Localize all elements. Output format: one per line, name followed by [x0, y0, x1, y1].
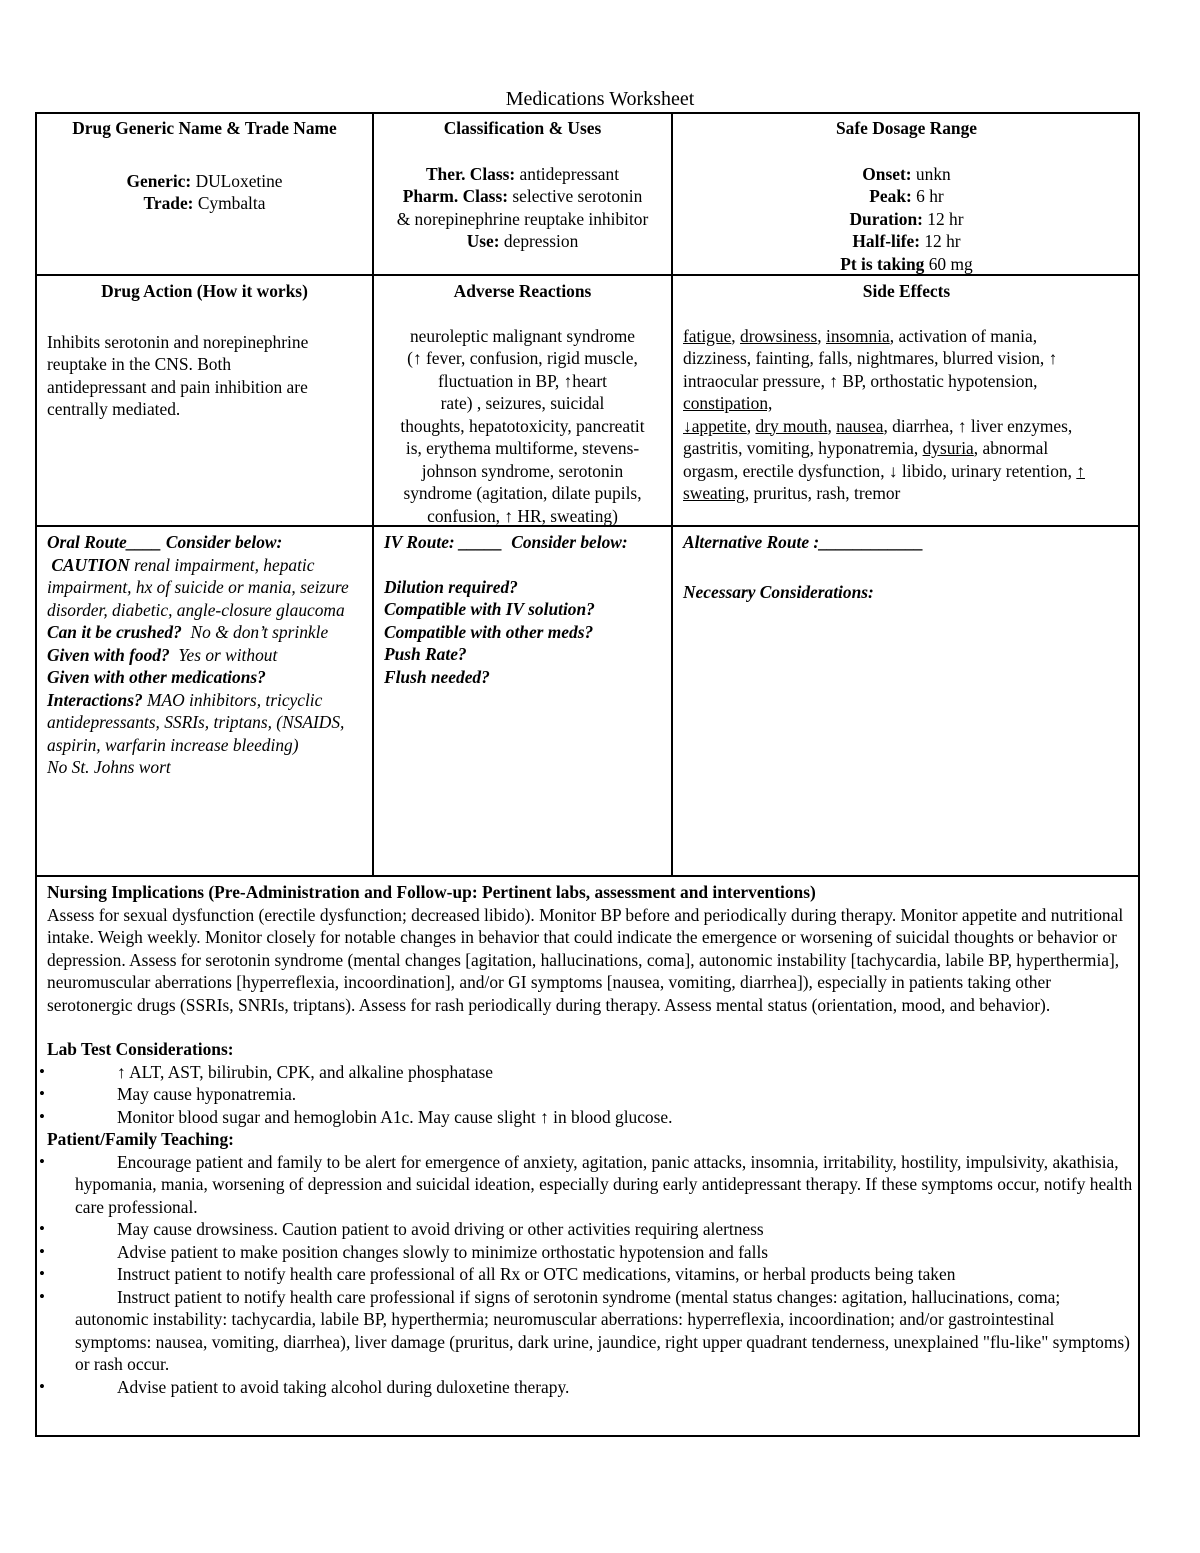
ther-class-value: antidepressant [519, 163, 620, 184]
necessary-considerations: Necessary Considerations: [683, 581, 874, 602]
oral-route-label: Oral Route [47, 532, 127, 552]
iv-dilution: Dilution required? [384, 576, 518, 597]
list-item: • Advise patient to avoid taking alcohol during duloxetine therapy. [39, 1376, 570, 1397]
dosage-header: Safe Dosage Range [835, 118, 978, 138]
list-item: • Instruct patient to notify health care professional of all Rx or OTC medications, vitamins, or herbal products being taken [39, 1264, 956, 1284]
pharm-class-value-cont: & norepinephrine reuptake inhibitor [396, 208, 649, 229]
trade-value: Cymbalta [197, 193, 266, 213]
iv-route-blank: _____ [459, 532, 503, 552]
drug-action-header: Drug Action (How it works) [101, 281, 308, 301]
generic-value: DULoxetine [195, 170, 283, 191]
classification-cell [374, 117, 671, 253]
drug-action-cell [37, 280, 372, 421]
duration-value: 12 hr [927, 208, 964, 229]
caution-label: CAUTION [51, 554, 130, 575]
nursing-implications-cell [39, 881, 1135, 1398]
pharm-class-value: selective serotonin [512, 186, 643, 206]
row-divider [37, 875, 1138, 877]
duration-label: Duration: [849, 208, 923, 229]
use-value: depression [503, 231, 579, 251]
trade-label: Trade: [143, 193, 194, 213]
nursing-header: Nursing Implications (Pre-Administration and Follow-up: Pertinent labs, assessment and interventions) [47, 882, 816, 902]
caution-text: renal impairment, hepatic impairment, hx of suicide or mania, seizure disorder, diabetic, angle-closure glaucoma [47, 554, 349, 620]
drug-action-line: centrally mediated. [47, 399, 181, 419]
oral-consider: Consider below: [165, 532, 283, 552]
pt-taking-value: 60 mg [928, 253, 973, 274]
dosage-cell [673, 117, 1140, 275]
adverse-line: neuroleptic malignant syndrome [409, 325, 636, 346]
side-effects-line: orgasm, erectile dysfunction, ↓ libido, urinary retention, ↑ [683, 460, 1085, 481]
adverse-line: fluctuation in BP, ↑heart [437, 370, 608, 391]
list-item: • Instruct patient to notify health care professional if signs of serotonin syndrome (mental status changes: agitation, hallucinations, coma; autonomic instability: tachycardia, labile BP, hyperthermia; neuromuscular aberrations: hyperreflexia, incoordination; and/or gastrointestinal symptoms: nausea, vomiting, diarrhea), liver damage (pruritus, dark urine, jaundice, right upper quadrant tenderness, unexplained "flu-like" symptoms) or rash occur. [39, 1286, 1130, 1374]
side-effects-line: sweating, pruritus, rash, tremor [683, 483, 901, 503]
interactions-value: MAO inhibitors, tricyclic antidepressants, SSRIs, triptans, (NSAIDS, aspirin, warfarin increase bleeding) [47, 689, 345, 755]
page-title: Medications Worksheet [505, 88, 695, 110]
teaching-header: Patient/Family Teaching: [47, 1129, 234, 1149]
side-effects-line: dizziness, fainting, falls, nightmares, blurred vision, ↑ [683, 348, 1058, 368]
iv-route-label: IV Route: [384, 532, 455, 552]
drug-action-line: reuptake in the CNS. Both [47, 354, 232, 374]
drug-action-line: Inhibits serotonin and norepinephrine [47, 331, 309, 352]
adverse-reactions-cell [374, 280, 671, 527]
side-effects-line: constipation, [683, 393, 773, 413]
drug-action-line: antidepressant and pain inhibition are [47, 376, 308, 397]
generic-trade-cell [37, 117, 372, 215]
pt-taking-label: Pt is taking [840, 253, 925, 274]
ther-class-label: Ther. Class: [425, 163, 516, 184]
iv-flush: Flush needed? [384, 666, 490, 687]
side-effects-header: Side Effects [862, 281, 951, 301]
adverse-line: johnson syndrome, serotonin [421, 460, 624, 481]
use-label: Use: [466, 231, 500, 251]
adverse-line: rate) , seizures, suicidal [440, 393, 605, 413]
iv-consider: Consider below: [511, 532, 628, 552]
side-effects-line: fatigue, drowsiness, insomnia, activation of mania, [683, 325, 1038, 346]
alt-route-label: Alternative Route : [683, 532, 820, 552]
adverse-line: syndrome (agitation, dilate pupils, [403, 483, 642, 503]
adverse-line: (↑ fever, confusion, rigid muscle, [407, 348, 638, 368]
adverse-line: thoughts, hepatotoxicity, pancreatit [400, 415, 645, 436]
teaching-list [39, 1151, 1135, 1399]
list-item: • Advise patient to make position changes slowly to minimize orthostatic hypotension and falls [39, 1241, 769, 1262]
list-item: • ↑ ALT, AST, bilirubin, CPK, and alkaline phosphatase [39, 1061, 493, 1082]
side-effects-line: gastritis, vomiting, hyponatremia, dysuria, abnormal [683, 438, 1049, 458]
other-meds-label: Given with other medications? [47, 667, 266, 687]
food-label: Given with food? [47, 644, 170, 665]
list-item: • Encourage patient and family to be alert for emergence of anxiety, agitation, panic attacks, insomnia, irritability, hostility, impulsivity, akathisia, hypomania, mania, worsening of depression and suicidal ideation, especially during early antidepressant therapy. If these symptoms occur, notify health care professional. [39, 1151, 1133, 1217]
adverse-reactions-header: Adverse Reactions [453, 281, 592, 301]
iv-route-cell [384, 531, 669, 688]
iv-compatible-solution: Compatible with IV solution? [384, 599, 595, 619]
peak-label: Peak: [869, 186, 912, 206]
halflife-value: 12 hr [924, 231, 961, 251]
oral-route-cell [47, 531, 370, 779]
adverse-line: confusion, ↑ HR, sweating) [427, 505, 618, 526]
interactions-label: Interactions? [47, 689, 143, 710]
side-effects-cell [673, 280, 1140, 505]
lab-list [39, 1061, 1135, 1129]
generic-label: Generic: [126, 170, 192, 191]
alt-route-blank: ____________ [819, 532, 924, 552]
peak-value: 6 hr [916, 186, 944, 206]
list-item: • May cause drowsiness. Caution patient to avoid driving or other activities requiring alertness [39, 1219, 764, 1239]
nursing-text: Assess for sexual dysfunction (erectile dysfunction; decreased libido). Monitor BP before and periodically during therapy. Monitor appetite and nutritional intake. Weigh weekly. Monitor closely for notable changes in behavior that could indicate the emergence or worsening of suicidal thoughts or behavior or depression. Assess for serotonin syndrome (mental changes [agitation, hallucinations, coma], autonomic instability [tachycardia, labile BP, hyperthermia], neuromuscular aberrations [hyperreflexia, incoordination], and/or GI symptoms [nausea, vomiting, diarrhea]), especially in patients taking other serotonergic drugs (SSRIs, SNRIs, triptans). Assess for rash periodically during therapy. Assess mental status (orientation, mood, and behavior). [47, 904, 1124, 1015]
lab-header: Lab Test Considerations: [47, 1039, 234, 1059]
halflife-label: Half-life: [852, 231, 920, 251]
onset-value: unkn [915, 163, 951, 184]
side-effects-line: ↓appetite, dry mouth, nausea, diarrhea, ↑ liver enzymes, [683, 415, 1073, 436]
side-effects-line: intraocular pressure, ↑ BP, orthostatic hypotension, [683, 370, 1038, 391]
crushed-value: No & don’t sprinkle [190, 622, 329, 642]
alternative-route-cell [683, 531, 1138, 603]
onset-label: Onset: [862, 163, 912, 184]
oral-route-blank: ____ [126, 532, 162, 552]
adverse-line: is, erythema multiforme, stevens- [405, 438, 640, 458]
classification-header: Classification & Uses [443, 118, 602, 138]
st-johns-wort: No St. Johns wort [47, 757, 171, 777]
list-item: • Monitor blood sugar and hemoglobin A1c. May cause slight ↑ in blood glucose. [39, 1106, 673, 1127]
crushed-label: Can it be crushed? [47, 622, 182, 642]
iv-push-rate: Push Rate? [384, 644, 467, 664]
generic-trade-header: Drug Generic Name & Trade Name [72, 118, 337, 138]
food-value: Yes or without [178, 644, 278, 665]
worksheet-table [35, 112, 1140, 1437]
pharm-class-label: Pharm. Class: [402, 186, 509, 206]
list-item: • May cause hyponatremia. [39, 1084, 297, 1104]
iv-compatible-meds: Compatible with other meds? [384, 621, 594, 642]
